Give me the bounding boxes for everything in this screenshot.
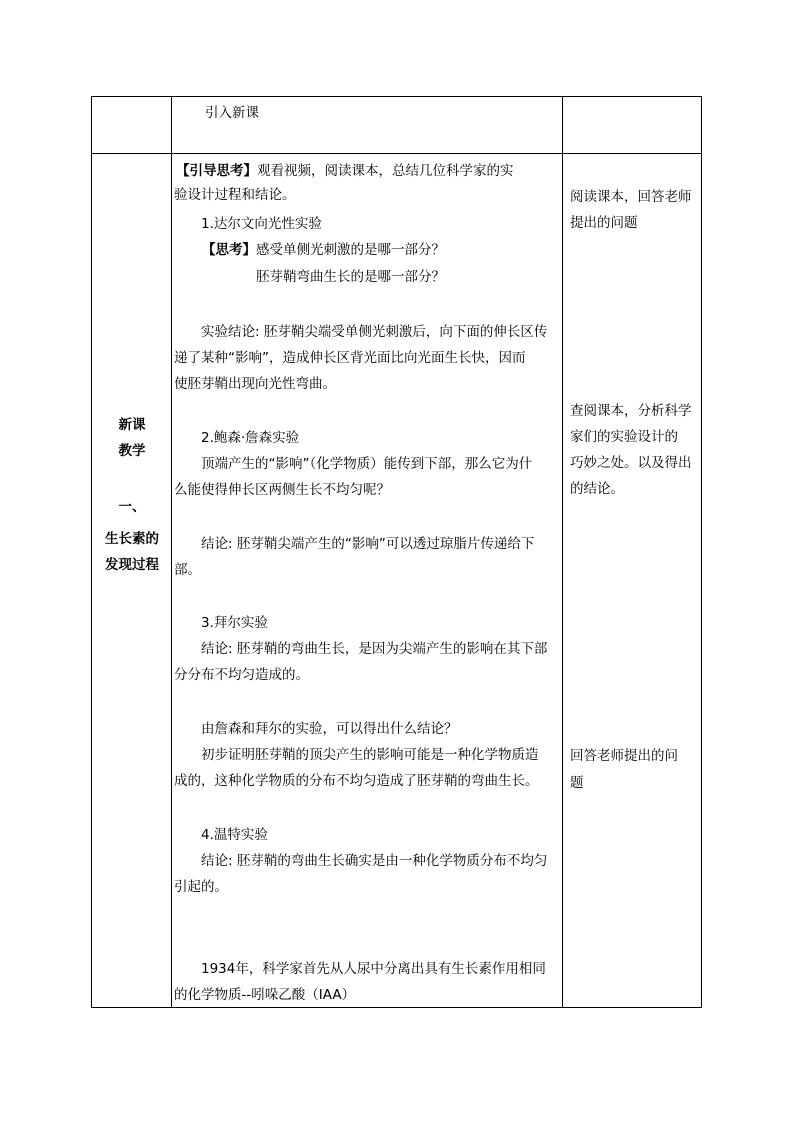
question-line-1: 由詹森和拜尔的实验，可以得出什么结论？ (201, 721, 458, 737)
student-answer-2-line-2: 家们的实验设计的 (570, 429, 678, 445)
student-answer-1-line-2: 提出的问题 (570, 215, 638, 231)
went-experiment-title: 4.温特实验 (201, 827, 268, 843)
conclusion-2-line-2: 部。 (174, 562, 201, 578)
row-divider (92, 153, 701, 154)
final-line-1: 1934年，科学家首先从人尿中分离出具有生长素作用相同 (201, 961, 546, 977)
question-line-2: 初步证明胚芽鞘的顶尖产生的影响可能是一种化学物质造 (201, 747, 539, 763)
experiment-2-line-2: 么能使得伸长区两侧生长不均匀呢？ (174, 482, 390, 498)
conclusion-4-line-1: 结论: 胚芽鞘的弯曲生长确实是由一种化学物质分布不均匀 (201, 853, 548, 869)
conclusion-1-line-3: 使胚芽鞘出现向光性弯曲。 (174, 376, 336, 392)
student-answer-2-line-3: 巧妙之处。以及得出 (570, 455, 692, 471)
experiment-2-line-1: 顶端产生的“影响”（化学物质）能传到下部，那么它为什 (201, 456, 533, 472)
conclusion-1-line-1: 实验结论: 胚芽鞘尖端受单侧光刺激后，向下面的伸长区传 (201, 324, 548, 340)
think-question-1: 感受单侧光刺激的是哪一部分？ (256, 242, 445, 258)
column-divider-2 (562, 97, 563, 1007)
conclusion-1-line-2: 递了某种“影响”，造成伸长区背光面比向光面生长快，因而 (174, 350, 526, 366)
section-label-line5: 发现过程 (105, 557, 159, 573)
think-line-1 (202, 240, 445, 260)
boysen-jensen-experiment-title: 2.鲍森·詹森实验 (201, 430, 300, 446)
intro-new-lesson-text: 引入新课 (205, 105, 259, 121)
student-answer-2-line-4: 的结论。 (570, 481, 624, 497)
student-answer-3-line-2: 题 (570, 775, 584, 791)
guide-line-1 (176, 161, 514, 181)
column-divider-1 (171, 97, 172, 1007)
think-question-2: 胚芽鞘弯曲生长的是哪一部分？ (256, 269, 445, 285)
final-line-2: 的化学物质--吲哚乙酸（IAA） (174, 987, 356, 1003)
conclusion-3-line-1: 结论: 胚芽鞘的弯曲生长，是因为尖端产生的影响在其下部 (201, 641, 548, 657)
conclusion-3-line-2: 分分布不均匀造成的。 (174, 667, 309, 683)
question-line-3: 成的，这种化学物质的分布不均匀造成了胚芽鞘的弯曲生长。 (174, 773, 539, 789)
darwin-experiment-title: 1.达尔文向光性实验 (201, 216, 322, 232)
conclusion-4-line-2: 引起的。 (174, 879, 228, 895)
section-label-line2: 教学 (118, 443, 146, 459)
guide-line-2: 验设计过程和结论。 (174, 187, 296, 203)
student-answer-3-line-1: 回答老师提出的问 (570, 748, 678, 764)
think-tag: 【思考】 (202, 242, 256, 258)
guide-text: 观看视频，阅读课本，总结几位科学家的实 (257, 163, 514, 179)
section-label-line4: 生长素的 (105, 531, 159, 547)
section-label-line3: 一、 (118, 499, 146, 515)
student-answer-2-line-1: 查阅课本，分析科学 (570, 403, 692, 419)
lesson-table (91, 96, 702, 1008)
guide-tag: 【引导思考】 (176, 163, 257, 179)
section-label-line1: 新课 (118, 417, 146, 433)
paal-experiment-title: 3.拜尔实验 (201, 615, 268, 631)
conclusion-2-line-1: 结论: 胚芽鞘尖端产生的“影响”可以透过琼脂片传递给下 (201, 536, 535, 552)
student-answer-1-line-1: 阅读课本，回答老师 (570, 189, 692, 205)
